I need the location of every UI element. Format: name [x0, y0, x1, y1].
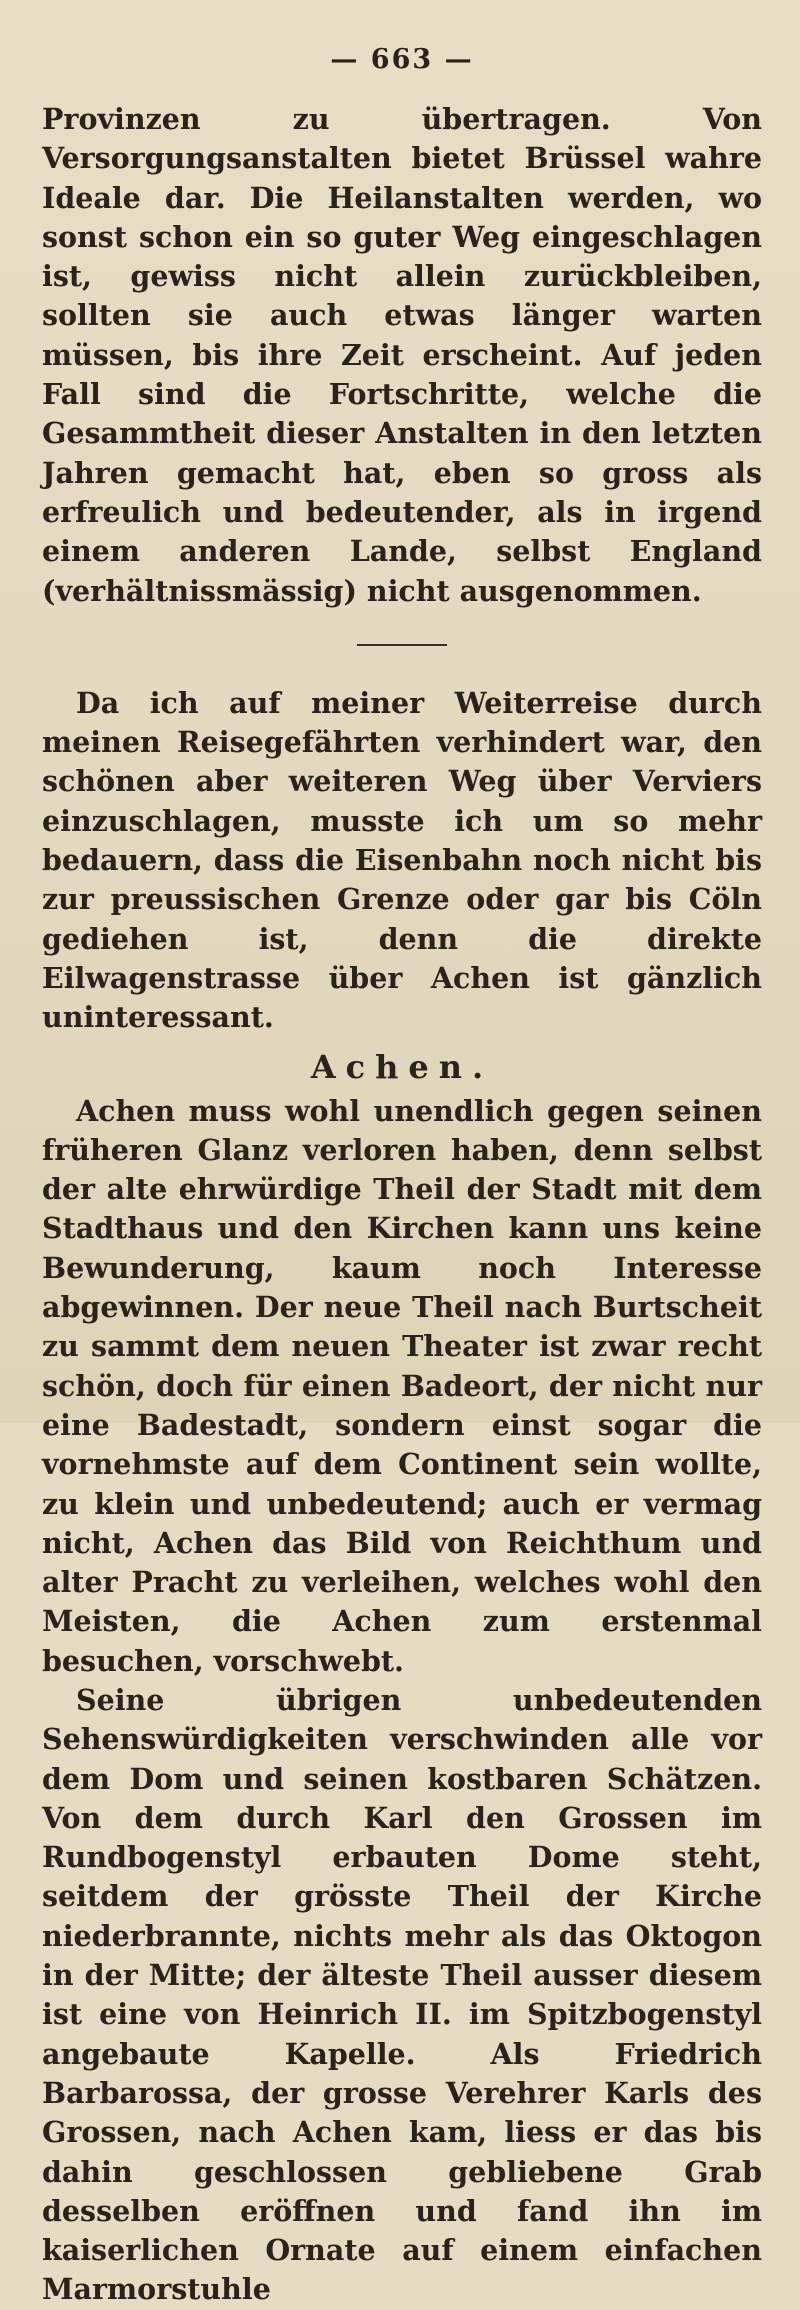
- paragraph-provinzen: Provinzen zu übertragen. Von Versorgungsanstalten bietet Brüssel wahre Ideale dar. Die Heilanstalten werden, wo sonst schon ein so guter Weg eingeschlagen ist, gewiss nicht allein zurückbleiben, sollten sie auch etwas länger warten müssen, bis ihre Zeit erscheint. Auf jeden Fall sind die Fortschritte, welche die Gesammtheit dieser Anstalten in den letzten Jahren gemacht hat, eben so gross als erfreulich und bedeutender, als in irgend einem anderen Lande, selbst England (verhältnissmässig) nicht ausgenommen.: [42, 102, 762, 608]
- paragraph-sehenswuerdigkeiten: Seine übrigen unbedeutenden Sehenswürdigkeiten verschwinden alle vor dem Dom und seinen kostbaren Schätzen. Von dem durch Karl den Grossen im Rundbogenstyl erbauten Dome steht, seitdem der grösste Theil der Kirche niederbrannte, nichts mehr als das Oktogon in der Mitte; der älteste Theil ausser diesem ist eine von Heinrich II. im Spitzbogenstyl angebaute Kapelle. Als Friedrich Barbarossa, der grosse Verehrer Karls des Grossen, nach Achen kam, liess er das bis dahin geschlossen gebliebene Grab desselben eröffnen und fand ihn im kaiserlichen Ornate auf einem einfachen Marmorstuhle: [42, 1682, 762, 2307]
- page-number: — 663 —: [330, 44, 474, 75]
- section-divider: [357, 644, 447, 646]
- paragraph-achen-glanz: Achen muss wohl unendlich gegen seinen früheren Glanz verloren haben, denn selbst der alte ehrwürdige Theil der Stadt mit dem Stadthaus und den Kirchen kann uns keine Bewunderung, kaum noch Interesse abgewinnen. Der neue Theil nach Burtscheit zu sammt dem neuen Theater ist zwar recht schön, doch für einen Badeort, der nicht nur eine Badestadt, sondern einst sogar die vornehmste auf dem Continent sein wollte, zu klein und unbedeutend; auch er vermag nicht, Achen das Bild von Reichthum und alter Pracht zu verleihen, welches wohl den Meisten, die Achen zum erstenmal besuchen, vorschwebt.: [42, 1093, 762, 1678]
- paragraph-weiterreise: Da ich auf meiner Weiterreise durch meinen Reisegefährten verhindert war, den schönen aber weiteren Weg über Verviers einzuschlagen, musste ich um so mehr bedauern, dass die Eisenbahn noch nicht bis zur preussischen Grenze oder gar bis Cöln gediehen ist, denn die direkte Eilwagenstrasse über Achen ist gänzlich uninteressant.: [42, 685, 762, 1035]
- section-heading-achen: Achen.: [310, 1047, 494, 1086]
